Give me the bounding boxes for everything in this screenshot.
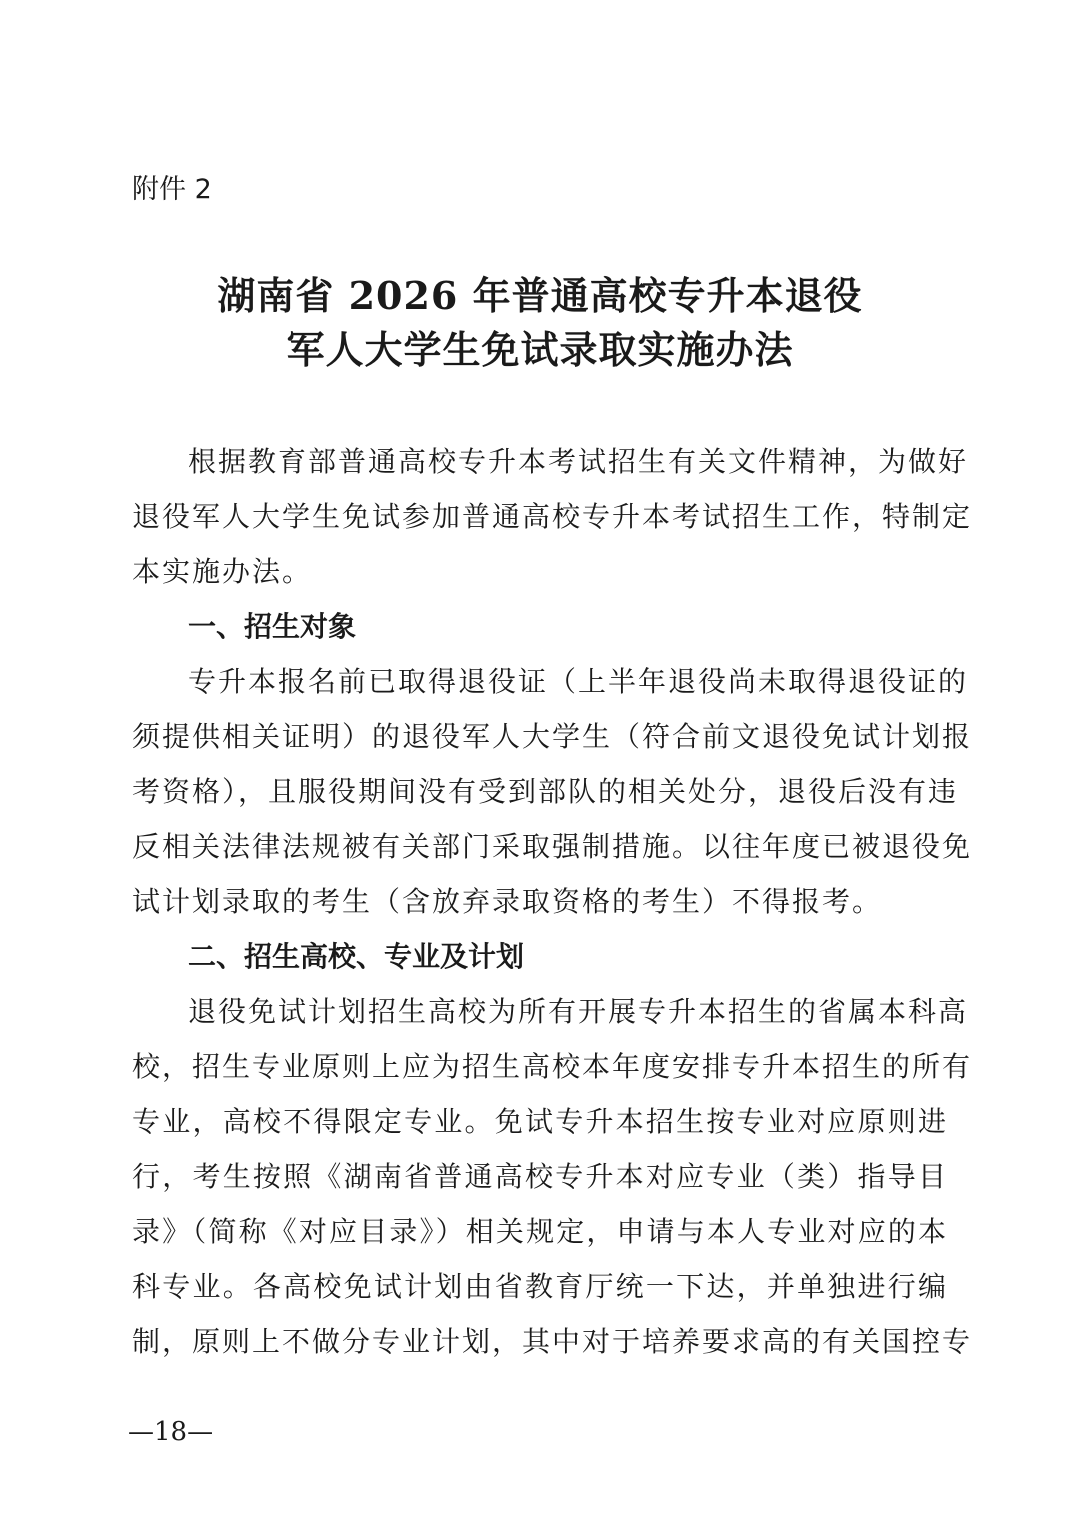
attachment-label: 附件 2 (132, 174, 212, 205)
section-1-line: 考资格），且服役期间没有受到部队的相关处分，退役后没有违 (132, 775, 959, 808)
section-2-line: 科专业。各高校免试计划由省教育厅统一下达，并单独进行编 (132, 1270, 948, 1303)
document-title-line-1: 湖南省 2026 年普通高校专升本退役 (217, 273, 863, 318)
section-2-line: 录》（简称《对应目录》）相关规定，申请与本人专业对应的本 (132, 1215, 948, 1248)
intro-line: 本实施办法。 (132, 555, 313, 588)
section-1-heading: 一、招生对象 (188, 610, 357, 643)
intro-line: 根据教育部普通高校专升本考试招生有关文件精神，为做好 (188, 445, 969, 478)
section-1-line: 试计划录取的考生（含放弃录取资格的考生）不得报考。 (132, 885, 883, 918)
section-2-heading: 二、招生高校、专业及计划 (188, 940, 525, 973)
document-title-line-2: 军人大学生免试录取实施办法 (286, 327, 794, 372)
section-2-line: 校，招生专业原则上应为招生高校本年度安排专升本招生的所有 (132, 1050, 973, 1083)
section-1-line: 须提供相关证明）的退役军人大学生（符合前文退役免试计划报 (132, 720, 973, 753)
page-number: —18— (128, 1417, 214, 1447)
section-1-line: 专升本报名前已取得退役证（上半年退役尚未取得退役证的 (188, 665, 969, 698)
section-2-line: 专业，高校不得限定专业。免试专升本招生按专业对应原则进 (132, 1105, 948, 1138)
section-2-line: 制，原则上不做分专业计划，其中对于培养要求高的有关国控专 (132, 1325, 973, 1358)
section-2-line: 退役免试计划招生高校为所有开展专升本招生的省属本科高 (188, 995, 969, 1028)
section-1-line: 反相关法律法规被有关部门采取强制措施。以往年度已被退役免 (132, 830, 973, 863)
intro-line: 退役军人大学生免试参加普通高校专升本考试招生工作，特制定 (132, 500, 973, 533)
section-2-line: 行，考生按照《湖南省普通高校专升本对应专业（类）指导目 (132, 1160, 948, 1193)
